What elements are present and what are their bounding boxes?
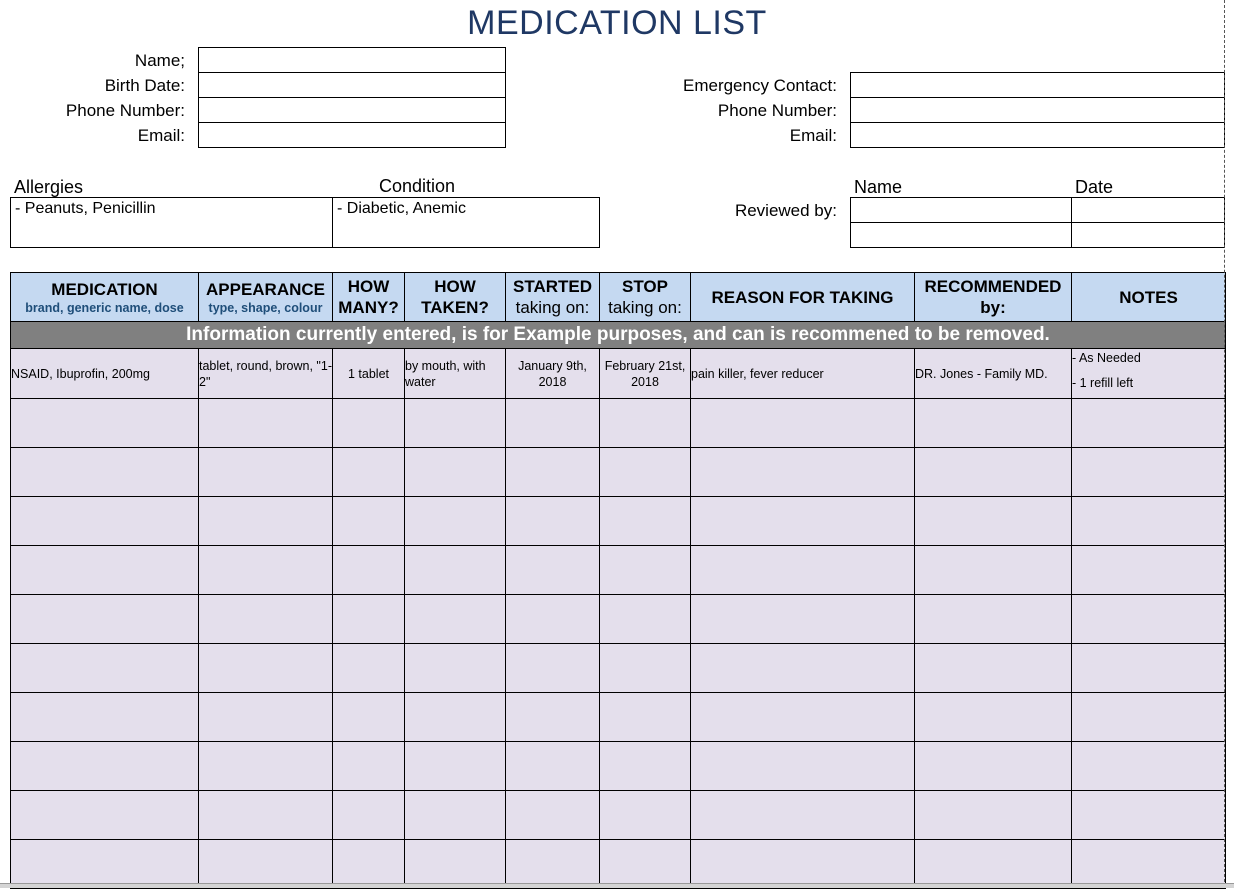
header-medication: MEDICATION brand, generic name, dose bbox=[11, 273, 199, 322]
email-label: Email: bbox=[137, 126, 185, 145]
cell-medication[interactable] bbox=[11, 595, 199, 644]
cell-reason[interactable] bbox=[691, 693, 915, 742]
cell-medication[interactable] bbox=[11, 840, 199, 889]
cell-reason[interactable] bbox=[691, 742, 915, 791]
cell-how-taken[interactable]: by mouth, with water bbox=[405, 349, 506, 399]
cell-how-many[interactable] bbox=[333, 644, 405, 693]
notice-row bbox=[11, 322, 1226, 349]
birth-date-field[interactable] bbox=[198, 72, 506, 98]
condition-label: Condition bbox=[379, 176, 456, 196]
review-name-header: Name bbox=[854, 177, 903, 197]
cell-reason[interactable] bbox=[691, 448, 915, 497]
cell-started[interactable] bbox=[506, 448, 600, 497]
table-row bbox=[11, 497, 1226, 546]
cell-how-many[interactable] bbox=[333, 693, 405, 742]
cell-appearance[interactable] bbox=[199, 448, 333, 497]
table-row bbox=[11, 693, 1226, 742]
cell-started[interactable]: January 9th, 2018 bbox=[506, 349, 600, 399]
reviewed-by-label: Reviewed by: bbox=[734, 201, 837, 220]
cell-reason[interactable] bbox=[691, 497, 915, 546]
table-row bbox=[11, 595, 1226, 644]
cell-appearance[interactable] bbox=[199, 693, 333, 742]
header-started: STARTED taking on: bbox=[506, 273, 600, 322]
cell-how-taken[interactable] bbox=[405, 546, 506, 595]
cell-recommended[interactable] bbox=[915, 497, 1072, 546]
cell-medication[interactable] bbox=[11, 644, 199, 693]
cell-medication[interactable] bbox=[11, 693, 199, 742]
cell-medication[interactable]: NSAID, Ibuprofin, 200mg bbox=[11, 349, 199, 399]
review-date-header: Date bbox=[1075, 177, 1114, 197]
cell-appearance[interactable] bbox=[199, 742, 333, 791]
cell-recommended[interactable] bbox=[915, 448, 1072, 497]
table-header-row bbox=[11, 273, 1226, 322]
cell-stop[interactable] bbox=[600, 595, 691, 644]
cell-notes[interactable] bbox=[1072, 595, 1226, 644]
cell-stop[interactable] bbox=[600, 742, 691, 791]
cell-recommended[interactable] bbox=[915, 791, 1072, 840]
cell-started[interactable] bbox=[506, 595, 600, 644]
phone-label: Phone Number: bbox=[65, 101, 185, 120]
cell-medication[interactable] bbox=[11, 742, 199, 791]
cell-appearance[interactable] bbox=[199, 595, 333, 644]
cell-notes[interactable] bbox=[1072, 399, 1226, 448]
table-row bbox=[11, 399, 1226, 448]
example-notice: Information currently entered, is for Example purposes, and can is recommened to be removed. bbox=[11, 322, 1226, 349]
cell-reason[interactable] bbox=[691, 399, 915, 448]
emergency-phone-field[interactable] bbox=[850, 97, 1225, 123]
cell-medication[interactable] bbox=[11, 791, 199, 840]
cell-medication[interactable] bbox=[11, 546, 199, 595]
cell-appearance[interactable] bbox=[199, 497, 333, 546]
cell-started[interactable] bbox=[506, 840, 600, 889]
cell-stop[interactable] bbox=[600, 497, 691, 546]
cell-reason[interactable] bbox=[691, 840, 915, 889]
cell-how-many[interactable] bbox=[333, 742, 405, 791]
table-row bbox=[11, 840, 1226, 889]
reviewer-name-2[interactable] bbox=[850, 222, 1072, 248]
cell-started[interactable] bbox=[506, 791, 600, 840]
header-notes: NOTES bbox=[1072, 273, 1226, 322]
medication-table bbox=[10, 272, 1226, 889]
cell-how-taken[interactable] bbox=[405, 791, 506, 840]
cell-stop[interactable]: February 21st, 2018 bbox=[600, 349, 691, 399]
cell-reason[interactable] bbox=[691, 644, 915, 693]
cell-stop[interactable] bbox=[600, 791, 691, 840]
reviewer-name-1[interactable] bbox=[850, 197, 1072, 223]
cell-notes[interactable] bbox=[1072, 349, 1226, 399]
cell-how-taken[interactable] bbox=[405, 399, 506, 448]
cell-notes[interactable] bbox=[1072, 791, 1226, 840]
cell-medication[interactable] bbox=[11, 497, 199, 546]
review-date-2[interactable] bbox=[1071, 222, 1225, 248]
header-appearance: APPEARANCE type, shape, colour bbox=[199, 273, 333, 322]
condition-value: - Diabetic, Anemic bbox=[337, 200, 466, 217]
table-row bbox=[11, 546, 1226, 595]
cell-appearance[interactable]: tablet, round, brown, "1-2" bbox=[199, 349, 333, 399]
cell-how-taken[interactable] bbox=[405, 595, 506, 644]
emergency-email-label: Email: bbox=[789, 126, 837, 145]
cell-stop[interactable] bbox=[600, 644, 691, 693]
cell-stop[interactable] bbox=[600, 840, 691, 889]
header-how-many: HOW MANY? bbox=[333, 273, 405, 322]
birth-date-label: Birth Date: bbox=[104, 76, 185, 95]
cell-reason[interactable] bbox=[691, 595, 915, 644]
cell-recommended[interactable] bbox=[915, 546, 1072, 595]
note-line: - 1 refill left bbox=[1072, 376, 1134, 390]
table-row bbox=[11, 742, 1226, 791]
cell-started[interactable] bbox=[506, 497, 600, 546]
header-how-taken: HOW TAKEN? bbox=[405, 273, 506, 322]
cell-appearance[interactable] bbox=[199, 546, 333, 595]
email-field[interactable] bbox=[198, 122, 506, 148]
cell-appearance[interactable] bbox=[199, 791, 333, 840]
table-row bbox=[11, 791, 1226, 840]
cell-how-many[interactable] bbox=[333, 497, 405, 546]
cell-how-many[interactable] bbox=[333, 546, 405, 595]
cell-how-taken[interactable] bbox=[405, 497, 506, 546]
cell-started[interactable] bbox=[506, 693, 600, 742]
cell-appearance[interactable] bbox=[199, 399, 333, 448]
emergency-contact-field[interactable] bbox=[850, 72, 1225, 98]
name-label: Name; bbox=[134, 51, 185, 70]
cell-how-taken[interactable] bbox=[405, 840, 506, 889]
cell-notes[interactable] bbox=[1072, 644, 1226, 693]
cell-notes[interactable] bbox=[1072, 546, 1226, 595]
cell-how-taken[interactable] bbox=[405, 693, 506, 742]
cell-how-many[interactable] bbox=[333, 791, 405, 840]
cell-started[interactable] bbox=[506, 644, 600, 693]
cell-started[interactable] bbox=[506, 546, 600, 595]
cell-appearance[interactable] bbox=[199, 644, 333, 693]
cell-recommended[interactable] bbox=[915, 693, 1072, 742]
page-break-line bbox=[1224, 0, 1225, 887]
cell-started[interactable] bbox=[506, 399, 600, 448]
review-date-1[interactable] bbox=[1071, 197, 1225, 223]
note-line: - As Needed bbox=[1072, 351, 1141, 365]
cell-how-many[interactable] bbox=[333, 399, 405, 448]
emergency-email-field[interactable] bbox=[850, 122, 1225, 148]
cell-stop[interactable] bbox=[600, 448, 691, 497]
cell-notes[interactable] bbox=[1072, 840, 1226, 889]
cell-stop[interactable] bbox=[600, 693, 691, 742]
cell-started[interactable] bbox=[506, 742, 600, 791]
cell-how-many[interactable]: 1 tablet bbox=[333, 349, 405, 399]
cell-reason[interactable]: pain killer, fever reducer bbox=[691, 349, 915, 399]
header-stop: STOP taking on: bbox=[600, 273, 691, 322]
cell-notes[interactable] bbox=[1072, 448, 1226, 497]
cell-recommended[interactable] bbox=[915, 595, 1072, 644]
cell-how-taken[interactable] bbox=[405, 448, 506, 497]
cell-medication[interactable] bbox=[11, 448, 199, 497]
name-field[interactable] bbox=[198, 47, 506, 73]
cell-stop[interactable] bbox=[600, 399, 691, 448]
cell-recommended[interactable] bbox=[915, 840, 1072, 889]
cell-stop[interactable] bbox=[600, 546, 691, 595]
table-row bbox=[11, 448, 1226, 497]
cell-recommended[interactable] bbox=[915, 399, 1072, 448]
allergies-field[interactable] bbox=[10, 197, 333, 248]
header-recommended: RECOMMENDED by: bbox=[915, 273, 1072, 322]
cell-reason[interactable] bbox=[691, 546, 915, 595]
cell-how-taken[interactable] bbox=[405, 742, 506, 791]
cell-appearance[interactable] bbox=[199, 840, 333, 889]
table-row bbox=[11, 644, 1226, 693]
cell-how-many[interactable] bbox=[333, 595, 405, 644]
cell-notes[interactable] bbox=[1072, 742, 1226, 791]
cell-notes[interactable] bbox=[1072, 497, 1226, 546]
cell-how-many[interactable] bbox=[333, 840, 405, 889]
condition-field[interactable] bbox=[332, 197, 600, 248]
header-reason: REASON FOR TAKING bbox=[691, 273, 915, 322]
sheet-tab-bar[interactable] bbox=[0, 883, 1234, 888]
allergies-value: - Peanuts, Penicillin bbox=[15, 200, 156, 217]
table-row bbox=[11, 349, 1226, 399]
cell-recommended[interactable]: DR. Jones - Family MD. bbox=[915, 349, 1072, 399]
cell-how-taken[interactable] bbox=[405, 644, 506, 693]
cell-recommended[interactable] bbox=[915, 742, 1072, 791]
phone-field[interactable] bbox=[198, 97, 506, 123]
cell-reason[interactable] bbox=[691, 791, 915, 840]
cell-medication[interactable] bbox=[11, 399, 199, 448]
allergies-label: Allergies bbox=[14, 177, 84, 197]
cell-recommended[interactable] bbox=[915, 644, 1072, 693]
cell-how-many[interactable] bbox=[333, 448, 405, 497]
cell-notes[interactable] bbox=[1072, 693, 1226, 742]
emergency-phone-label: Phone Number: bbox=[717, 101, 837, 120]
page-title: MEDICATION LIST bbox=[467, 4, 767, 42]
emergency-contact-label: Emergency Contact: bbox=[682, 76, 837, 95]
